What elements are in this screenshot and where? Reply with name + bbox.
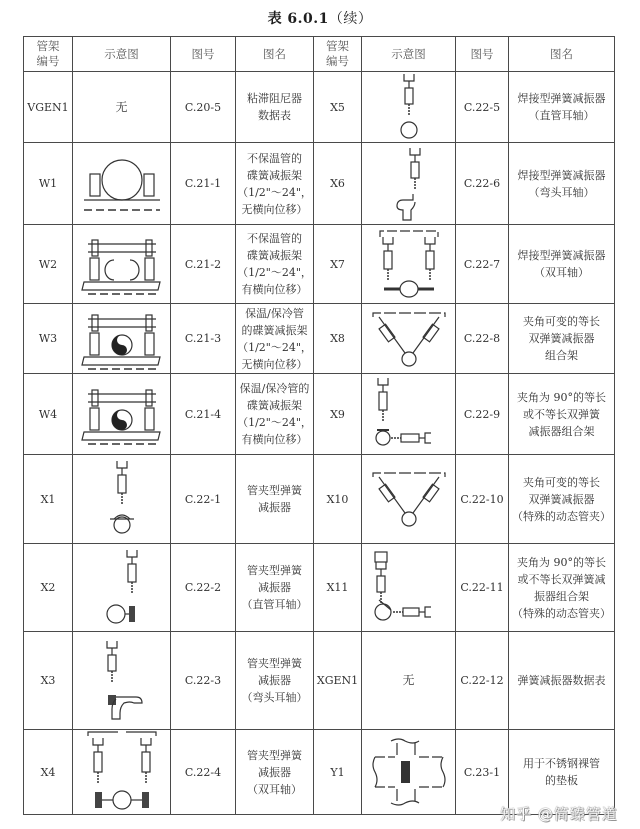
- name-line: 碟簧减振架: [247, 249, 302, 262]
- name-line: 数据表: [258, 109, 291, 122]
- table-row: [24, 143, 615, 225]
- left-figure-number: C.21-3: [171, 304, 236, 374]
- left-figure-name: [236, 544, 314, 632]
- right-diagram: [362, 225, 456, 304]
- right-support-id: X10: [314, 455, 362, 544]
- name-line: 不保温管的: [247, 151, 302, 165]
- left-figure-name: [236, 143, 314, 225]
- right-figure-number: C.22-10: [456, 455, 509, 544]
- pipe-support-table: [23, 36, 615, 815]
- left-figure-name: [236, 632, 314, 730]
- name-line: （双耳轴）: [534, 266, 589, 279]
- name-line: 保温/保冷管的: [239, 382, 310, 395]
- left-support-id: X3: [24, 632, 73, 730]
- left-figure-name: [236, 730, 314, 815]
- name-line: 双弹簧减振器: [528, 332, 595, 345]
- name-line: 组合架: [545, 349, 578, 362]
- header-right-id: 管架 编号: [314, 37, 362, 72]
- right-figure-number: C.22-5: [456, 72, 509, 143]
- left-figure-name: [236, 374, 314, 455]
- right-figure-name: [509, 304, 615, 374]
- right-support-id: X11: [314, 544, 362, 632]
- left-support-id: W4: [24, 374, 73, 455]
- right-figure-name: [509, 72, 615, 143]
- right-figure-number: C.22-12: [456, 632, 509, 730]
- name-line: 减振器: [258, 501, 291, 514]
- name-line: 碟簧减振架: [247, 399, 302, 412]
- left-figure-name: [236, 225, 314, 304]
- left-diagram: [73, 730, 171, 815]
- left-figure-number: C.22-2: [171, 544, 236, 632]
- left-diagram: [73, 225, 171, 304]
- right-figure-name: [509, 455, 615, 544]
- left-figure-number: C.21-2: [171, 225, 236, 304]
- name-line: 减振器组合架: [528, 424, 595, 438]
- right-support-id: X8: [314, 304, 362, 374]
- right-angle-dual-spring-frame-icon: [362, 376, 455, 452]
- name-line: （1/2"～24"，: [237, 266, 312, 279]
- name-line: 弹簧减振器数据表: [517, 674, 606, 687]
- left-diagram: [73, 304, 171, 374]
- name-line: 夹角可变的等长: [523, 315, 600, 328]
- right-support-id: XGEN1: [314, 632, 362, 730]
- left-diagram: [73, 455, 171, 544]
- name-line: 焊接型弹簧减振器: [517, 168, 606, 182]
- name-line: 无横向位移）: [241, 357, 308, 371]
- header-right-name: 图名: [509, 37, 615, 72]
- left-diagram-none: [73, 72, 171, 143]
- name-line: 管夹型弹簧: [247, 657, 302, 670]
- right-figure-name: [509, 143, 615, 225]
- clamp-spring-hanger-elbow-trunnion-icon: [73, 639, 170, 723]
- left-figure-number: C.22-4: [171, 730, 236, 815]
- header-left-fig: 图号: [171, 37, 236, 72]
- left-support-id: X1: [24, 455, 73, 544]
- variable-angle-dual-spring-dynamic-clamp-icon: [362, 469, 455, 529]
- name-line: 减振器: [258, 674, 291, 687]
- right-angle-dual-spring-dynamic-clamp-icon: [362, 550, 455, 626]
- right-diagram: [362, 143, 456, 225]
- name-line: 有横向位移）: [241, 283, 308, 296]
- clamp-spring-hanger-straight-trunnion-icon: [73, 548, 170, 628]
- header-left-id: 管架 编号: [24, 37, 73, 72]
- no-diagram-text: 无: [115, 99, 128, 114]
- name-line: 碟簧减振架: [247, 168, 302, 182]
- name-line: （1/2"～24"，: [237, 185, 312, 199]
- right-diagram: [362, 304, 456, 374]
- table-row: [24, 225, 615, 304]
- name-line: （直管耳轴）: [528, 109, 595, 122]
- left-diagram: [73, 374, 171, 455]
- name-line: （1/2"～24"，: [237, 340, 312, 354]
- right-support-id: Y1: [314, 730, 362, 815]
- right-diagram-none: [362, 632, 456, 730]
- name-line: 保温/保冷管: [245, 306, 304, 320]
- name-line: 有横向位移）: [241, 433, 308, 446]
- left-figure-name: [236, 304, 314, 374]
- name-line: 不保温管的: [247, 232, 302, 245]
- table-row: [24, 544, 615, 632]
- no-diagram-text: 无: [402, 673, 415, 687]
- name-line: 无横向位移）: [241, 202, 308, 216]
- name-line: 的垫板: [545, 774, 578, 787]
- left-support-id: W1: [24, 143, 73, 225]
- name-line: 减振器: [258, 765, 291, 779]
- left-support-id: W2: [24, 225, 73, 304]
- clamp-spring-hanger-icon: [73, 459, 170, 539]
- name-line: 夹角可变的等长: [523, 475, 600, 489]
- right-diagram: [362, 544, 456, 632]
- header-left-name: 图名: [236, 37, 314, 72]
- header-right-fig: 图号: [456, 37, 509, 72]
- name-line: 夹角为 90°的等长: [517, 390, 606, 404]
- single-spring-hanger-elbow-trunnion-icon: [362, 146, 455, 222]
- left-figure-number: C.22-3: [171, 632, 236, 730]
- name-line: （直管耳轴）: [241, 598, 308, 611]
- left-figure-number: C.21-4: [171, 374, 236, 455]
- table-caption: [0, 8, 640, 28]
- right-figure-number: C.22-11: [456, 544, 509, 632]
- left-support-id: VGEN1: [24, 72, 73, 143]
- stainless-pipe-pad-icon: [362, 737, 455, 807]
- name-line: 管夹型弹簧: [247, 484, 302, 497]
- right-support-id: X6: [314, 143, 362, 225]
- watermark: 知乎 @简臻管道: [500, 805, 618, 823]
- left-figure-name: [236, 72, 314, 143]
- left-diagram: [73, 143, 171, 225]
- name-line: 管夹型弹簧: [247, 564, 302, 577]
- disc-spring-bracket-uninsulated-sliding-icon: [73, 230, 170, 298]
- disc-spring-bracket-insulated-fixed-icon: [73, 305, 170, 373]
- clamp-spring-hanger-dual-trunnion-icon: [73, 730, 170, 814]
- right-diagram: [362, 730, 456, 815]
- right-figure-name: [509, 225, 615, 304]
- left-support-id: X4: [24, 730, 73, 815]
- right-diagram: [362, 374, 456, 455]
- table-row: [24, 304, 615, 374]
- right-figure-number: C.23-1: [456, 730, 509, 815]
- table-row: [24, 374, 615, 455]
- disc-spring-bracket-uninsulated-fixed-icon: [73, 150, 170, 218]
- name-line: 焊接型弹簧减振器: [517, 249, 606, 262]
- name-line: 用于不锈钢裸管: [523, 757, 600, 770]
- right-support-id: X5: [314, 72, 362, 143]
- left-figure-name: [236, 455, 314, 544]
- name-line: 焊接型弹簧减振器: [517, 92, 606, 105]
- table-continued-mark: （续）: [328, 11, 373, 27]
- name-line: （弯头耳轴）: [241, 691, 308, 704]
- name-line: 粘滞阻尼器: [247, 92, 302, 105]
- header-right-diagram: 示意图: [362, 37, 456, 72]
- right-diagram: [362, 72, 456, 143]
- header-left-diagram: 示意图: [73, 37, 171, 72]
- right-figure-number: C.22-8: [456, 304, 509, 374]
- name-line: （1/2"～24"，: [237, 416, 312, 429]
- left-figure-number: C.21-1: [171, 143, 236, 225]
- left-diagram: [73, 544, 171, 632]
- right-figure-name: [509, 730, 615, 815]
- table-row: [24, 455, 615, 544]
- right-support-id: X9: [314, 374, 362, 455]
- variable-angle-dual-spring-frame-icon: [362, 309, 455, 369]
- right-support-id: X7: [314, 225, 362, 304]
- name-line: （特殊的动态管夹）: [512, 606, 611, 620]
- name-line: 或不等长双弹簧减: [517, 572, 606, 586]
- table-title: 表 6.0.1: [267, 11, 329, 27]
- table-row: [24, 72, 615, 143]
- name-line: 减振器: [258, 581, 291, 594]
- left-support-id: X2: [24, 544, 73, 632]
- right-figure-name: [509, 544, 615, 632]
- left-figure-number: C.22-1: [171, 455, 236, 544]
- table-row: [24, 730, 615, 815]
- name-line: 管夹型弹簧: [247, 748, 302, 762]
- name-line: （特殊的动态管夹）: [512, 509, 611, 523]
- right-figure-name: [509, 374, 615, 455]
- double-spring-hanger-dual-trunnion-icon: [362, 229, 455, 299]
- name-line: 的碟簧减振架: [241, 323, 308, 337]
- right-figure-number: C.22-6: [456, 143, 509, 225]
- name-line: 振器组合架: [534, 589, 589, 603]
- name-line: （弯头耳轴）: [528, 185, 595, 199]
- name-line: 夹角为 90°的等长: [517, 555, 606, 569]
- name-line: 双弹簧减振器: [528, 492, 595, 506]
- header-row: [24, 37, 615, 72]
- name-line: （双耳轴）: [247, 782, 302, 796]
- right-figure-name: [509, 632, 615, 730]
- name-line: 或不等长双弹簧: [523, 407, 600, 421]
- right-figure-number: C.22-7: [456, 225, 509, 304]
- disc-spring-bracket-insulated-sliding-icon: [73, 380, 170, 448]
- single-spring-hanger-straight-trunnion-icon: [362, 72, 455, 142]
- left-diagram: [73, 632, 171, 730]
- left-support-id: W3: [24, 304, 73, 374]
- right-figure-number: C.22-9: [456, 374, 509, 455]
- left-figure-number: C.20-5: [171, 72, 236, 143]
- table-row: [24, 632, 615, 730]
- right-diagram: [362, 455, 456, 544]
